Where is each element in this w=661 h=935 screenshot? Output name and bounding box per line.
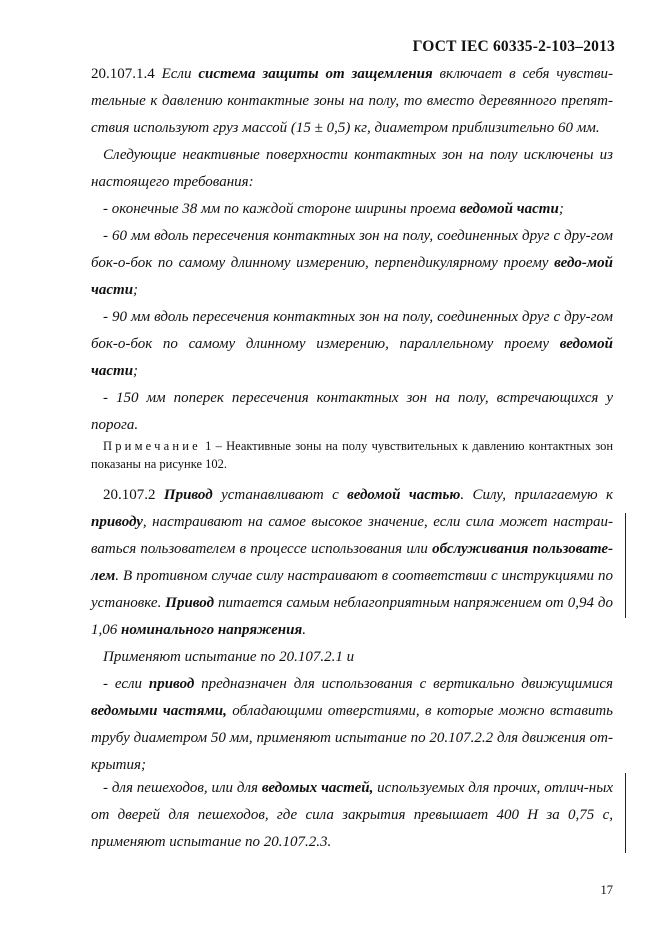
text-run: ; bbox=[558, 201, 564, 217]
defined-term: ведо-мой части bbox=[91, 255, 613, 298]
paragraph-apply-test bbox=[91, 644, 613, 671]
list-item-38mm bbox=[91, 196, 613, 223]
note-1 bbox=[91, 437, 613, 473]
text-run: используемых для прочих, отлич-ных от дверей для пешеходов, где сила закрытия превышает 400 Н за 0,75 с, применяют испытание по 20.107.2.3. bbox=[91, 780, 614, 850]
list-item-90mm bbox=[91, 304, 613, 385]
text-run: - для пешеходов, или для bbox=[103, 780, 262, 796]
text-run: ; bbox=[133, 363, 139, 379]
clause-number: 20.107.2 bbox=[103, 487, 164, 503]
text-run: . В противном случае силу настраивают в соответствии с инструкциями по установке. bbox=[91, 568, 613, 611]
defined-term: ведомых частей, bbox=[261, 780, 374, 796]
note-text: – Неактивные зоны на полу чувствительных к давлению контактных зон показаны на рисунке 102. bbox=[91, 439, 614, 471]
text-run: - оконечные 38 мм по каждой стороне ширины проема bbox=[103, 201, 460, 217]
text-run: Применяют испытание по 20.107.2.1 и bbox=[103, 649, 355, 665]
paragraph-20-107-2 bbox=[91, 482, 613, 644]
list-item-pedestrians bbox=[91, 775, 613, 856]
text-run: . Силу, прилагаемую к bbox=[460, 487, 614, 503]
text-run: - 60 мм вдоль пересечения контактных зон на полу, соединенных друг с дру-гом бок-о-бок по самому длинному измерению, перпендикулярному проему bbox=[91, 228, 613, 271]
list-item-150mm bbox=[91, 385, 613, 439]
defined-term: приводу bbox=[91, 514, 143, 530]
text-run: - если bbox=[103, 676, 149, 692]
defined-term: ведомыми частями, bbox=[91, 703, 227, 719]
text-run: обладающими отверстиями, в которые можно вставить трубу диаметром 50 мм, применяют испытание по 20.107.2.2 для движения от-крытия; bbox=[91, 703, 614, 773]
text-run: устанавливают с bbox=[212, 487, 348, 503]
defined-term: Привод bbox=[165, 595, 215, 611]
defined-term: система защиты от защемления bbox=[198, 66, 433, 82]
text-run: включает в себя чувстви-тельные к давлению контактные зоны на полу, то вместо деревянного препят-ствия используют груз массой (15 ± 0,5) кг, диаметром приблизительно 60 мм. bbox=[91, 66, 613, 136]
defined-term: ведомой частью bbox=[347, 487, 461, 503]
defined-term: ведомой части bbox=[459, 201, 559, 217]
text-run: - 150 мм поперек пересечения контактных зон на полу, встречающихся у порога. bbox=[91, 390, 613, 433]
text-run: . bbox=[302, 622, 306, 638]
paragraph-20-107-1-4 bbox=[91, 61, 613, 142]
list-item-vertical-parts bbox=[91, 671, 613, 779]
text-run: Если bbox=[161, 66, 199, 82]
defined-term: привод bbox=[148, 676, 195, 692]
defined-term: Привод bbox=[163, 487, 213, 503]
text-run: , настраивают на самое высокое значение, если сила может настраи-ваться пользователем в процессе использования или bbox=[91, 514, 613, 557]
revision-bar bbox=[625, 513, 626, 618]
defined-term: ведомой части bbox=[91, 336, 613, 379]
revision-bar bbox=[625, 773, 626, 853]
text-run: предназначен для использования с вертикально движущимися bbox=[194, 676, 613, 692]
text-run: ; bbox=[133, 282, 139, 298]
text-run: Следующие неактивные поверхности контактных зон на полу исключены из настоящего требования: bbox=[91, 147, 613, 190]
note-label: Примечание bbox=[103, 439, 201, 453]
page-number: 17 bbox=[600, 883, 613, 897]
list-item-60mm bbox=[91, 223, 613, 304]
text-run: - 90 мм вдоль пересечения контактных зон на полу, соединенных друг с дру-гом бок-о-бок по самому длинному измерению, параллельному проему bbox=[91, 309, 613, 352]
note-number: 1 bbox=[205, 439, 212, 453]
standard-header: ГОСТ IEC 60335-2-103–2013 bbox=[412, 38, 615, 55]
defined-term: обслуживания пользовате-лем bbox=[91, 541, 613, 584]
defined-term: номинального напряжения bbox=[121, 622, 303, 638]
text-run: питается самым неблагоприятным напряжением от 0,94 до 1,06 bbox=[91, 595, 613, 638]
clause-number: 20.107.1.4 bbox=[91, 66, 162, 82]
paragraph-inactive-surfaces bbox=[91, 142, 613, 196]
